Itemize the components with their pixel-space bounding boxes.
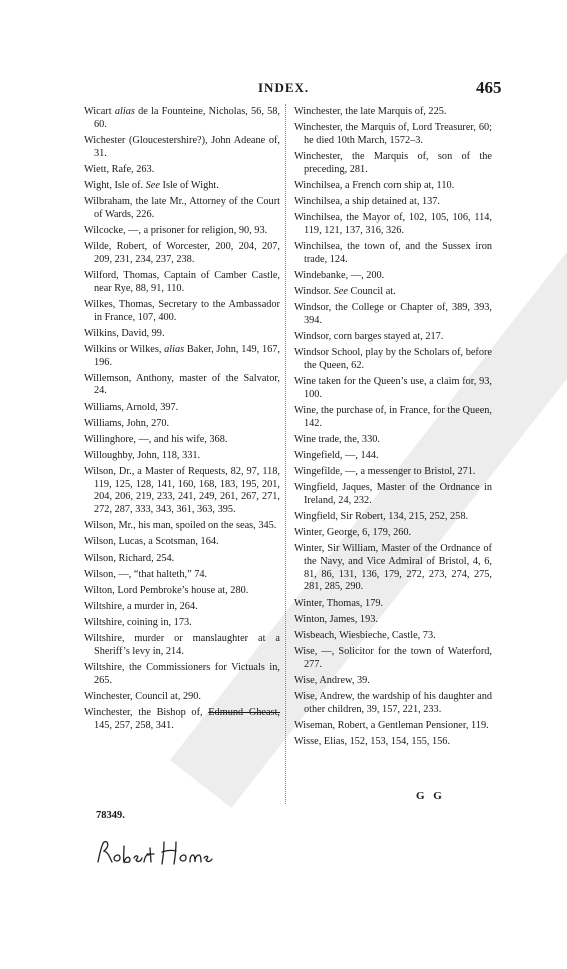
index-entry: Wilson, Lucas, a Scotsman, 164. bbox=[84, 536, 219, 548]
page-title: INDEX. bbox=[258, 80, 310, 95]
index-entry: Wine taken for the Queen’s use, a claim for, 93, 100. bbox=[294, 375, 492, 400]
index-entry: Wilford, Thomas, Captain of Camber Castle, near Rye, 88, 91, 110. bbox=[84, 269, 280, 294]
index-entry: Wilkins or Wilkes, alias Baker, John, 149, 167, 196. bbox=[84, 343, 280, 368]
index-entry: Wingefilde, —, a messenger to Bristol, 271. bbox=[294, 465, 476, 477]
index-entry: Windebanke, —, 200. bbox=[294, 269, 385, 281]
index-entry: Winchilsea, a ship detained at, 137. bbox=[294, 195, 440, 207]
index-entry: Wisse, Elias, 152, 153, 154, 155, 156. bbox=[294, 735, 451, 747]
index-entry: Wichester (Gloucestershire?), John Adeane of, 31. bbox=[84, 134, 280, 159]
index-entry: Wilcocke, —, a prisoner for religion, 90, 93. bbox=[84, 224, 268, 236]
page-header bbox=[0, 78, 567, 102]
right-index-column bbox=[294, 106, 492, 752]
index-entry: Wise, Andrew, 39. bbox=[294, 674, 370, 686]
index-entry: Winter, Thomas, 179. bbox=[294, 597, 384, 609]
left-index-column bbox=[84, 106, 280, 736]
index-entry: Williams, John, 270. bbox=[84, 417, 170, 429]
index-entry: Wilbraham, the late Mr., Attorney of the Court of Wards, 226. bbox=[84, 195, 280, 220]
column-divider bbox=[285, 104, 286, 804]
index-entry: Wilson, Dr., a Master of Requests, 82, 97, 118, 119, 125, 128, 141, 160, 168, 183, 195, 201, 204, 206, 219, 233, 241, 249, 261, 267, 271, 272, 287, 333, 343, 361, 363, 395. bbox=[84, 465, 280, 516]
index-entry: Windsor, the College or Chapter of, 389, 393, 394. bbox=[294, 302, 492, 326]
print-code: 78349. bbox=[96, 810, 125, 821]
index-entry: Winchilsea, the Mayor of, 102, 105, 106, 114, 119, 121, 137, 316, 326. bbox=[294, 212, 492, 236]
index-entry: Williams, Arnold, 397. bbox=[84, 401, 179, 413]
index-entry: Wisbeach, Wiesbieche, Castle, 73. bbox=[294, 629, 436, 641]
index-entry: Wilde, Robert, of Worcester, 200, 204, 207, 209, 231, 234, 237, 238. bbox=[84, 240, 280, 265]
index-entry: Wiltshire, a murder in, 264. bbox=[84, 600, 198, 612]
index-entry: Winchester, Council at, 290. bbox=[84, 690, 201, 702]
index-entry: Wingfield, Sir Robert, 134, 215, 252, 258. bbox=[294, 510, 469, 522]
index-entry: Winton, James, 193. bbox=[294, 613, 378, 625]
signature-mark: G G bbox=[416, 790, 445, 802]
index-entry: Winchester, the Marquis of, son of the preceding, 281. bbox=[294, 150, 492, 175]
index-entry: Wiett, Rafe, 263. bbox=[84, 163, 155, 175]
index-entry: Wine, the purchase of, in France, for the Queen, 142. bbox=[294, 404, 493, 429]
index-entry: Winchilsea, the town of, and the Sussex iron trade, 124. bbox=[294, 240, 492, 265]
index-entry: Winchester, the Bishop of, Edmund Gheast, 145, 257, 258, 341. bbox=[84, 706, 281, 731]
index-entry: Wilton, Lord Pembroke’s house at, 280. bbox=[84, 584, 249, 596]
index-entry: Wicart alias de la Founteine, Nicholas, 56, 58, 60. bbox=[84, 106, 281, 130]
index-entry: Wise, —, Solicitor for the town of Waterford, 277. bbox=[294, 645, 492, 670]
index-entry: Wight, Isle of. See Isle of Wight. bbox=[84, 179, 219, 191]
index-entry: Wine trade, the, 330. bbox=[294, 433, 380, 445]
page-number: 465 bbox=[476, 78, 502, 97]
index-entry: Wiseman, Robert, a Gentleman Pensioner, 119. bbox=[294, 719, 489, 731]
index-entry: Winchester, the Marquis of, Lord Treasurer, 60; he died 10th March, 1572–3. bbox=[294, 122, 492, 146]
index-entry: Wilson, —, “that halteth,” 74. bbox=[84, 568, 208, 580]
index-entry: Winter, Sir William, Master of the Ordnance of the Navy, and Vice Admiral of Bristol, 4, 6, 81, 86, 131, 136, 179, 272, 273, 274, 275, 281, 285, 290. bbox=[294, 543, 492, 593]
handwritten-signature bbox=[94, 836, 214, 875]
index-entry: Windsor. See Council at. bbox=[294, 285, 396, 297]
index-entry: Wiltshire, the Commissioners for Victuals in, 265. bbox=[84, 661, 280, 686]
index-entry: Wiltshire, coining in, 173. bbox=[84, 616, 192, 628]
index-entry: Wilson, Mr., his man, spoiled on the seas, 345. bbox=[84, 520, 277, 532]
index-entry: Wingfield, Jaques, Master of the Ordnance in Ireland, 24, 232. bbox=[294, 481, 492, 506]
index-entry: Willoughby, John, 118, 331. bbox=[84, 449, 201, 461]
index-entry: Windsor, corn barges stayed at, 217. bbox=[294, 330, 444, 342]
index-entry: Wiltshire, murder or manslaughter at a Sheriff’s levy in, 214. bbox=[84, 633, 280, 657]
index-entry: Willemson, Anthony, master of the Salvator, 24. bbox=[84, 372, 280, 397]
index-entry: Wilkins, David, 99. bbox=[84, 327, 165, 339]
index-entry: Willinghore, —, and his wife, 368. bbox=[84, 433, 228, 445]
index-entry: Winchester, the late Marquis of, 225. bbox=[294, 106, 447, 117]
index-entry: Windsor School, play by the Scholars of, before the Queen, 62. bbox=[294, 347, 492, 371]
index-entry: Wilson, Richard, 254. bbox=[84, 552, 175, 564]
index-entry: Wilkes, Thomas, Secretary to the Ambassador in France, 107, 400. bbox=[84, 298, 280, 323]
index-entry: Winchilsea, a French corn ship at, 110. bbox=[294, 179, 455, 191]
index-entry: Wise, Andrew, the wardship of his daughter and other children, 39, 157, 221, 233. bbox=[294, 690, 492, 715]
index-entry: Wingefield, —, 144. bbox=[294, 449, 379, 461]
index-entry: Winter, George, 6, 179, 260. bbox=[294, 526, 412, 538]
